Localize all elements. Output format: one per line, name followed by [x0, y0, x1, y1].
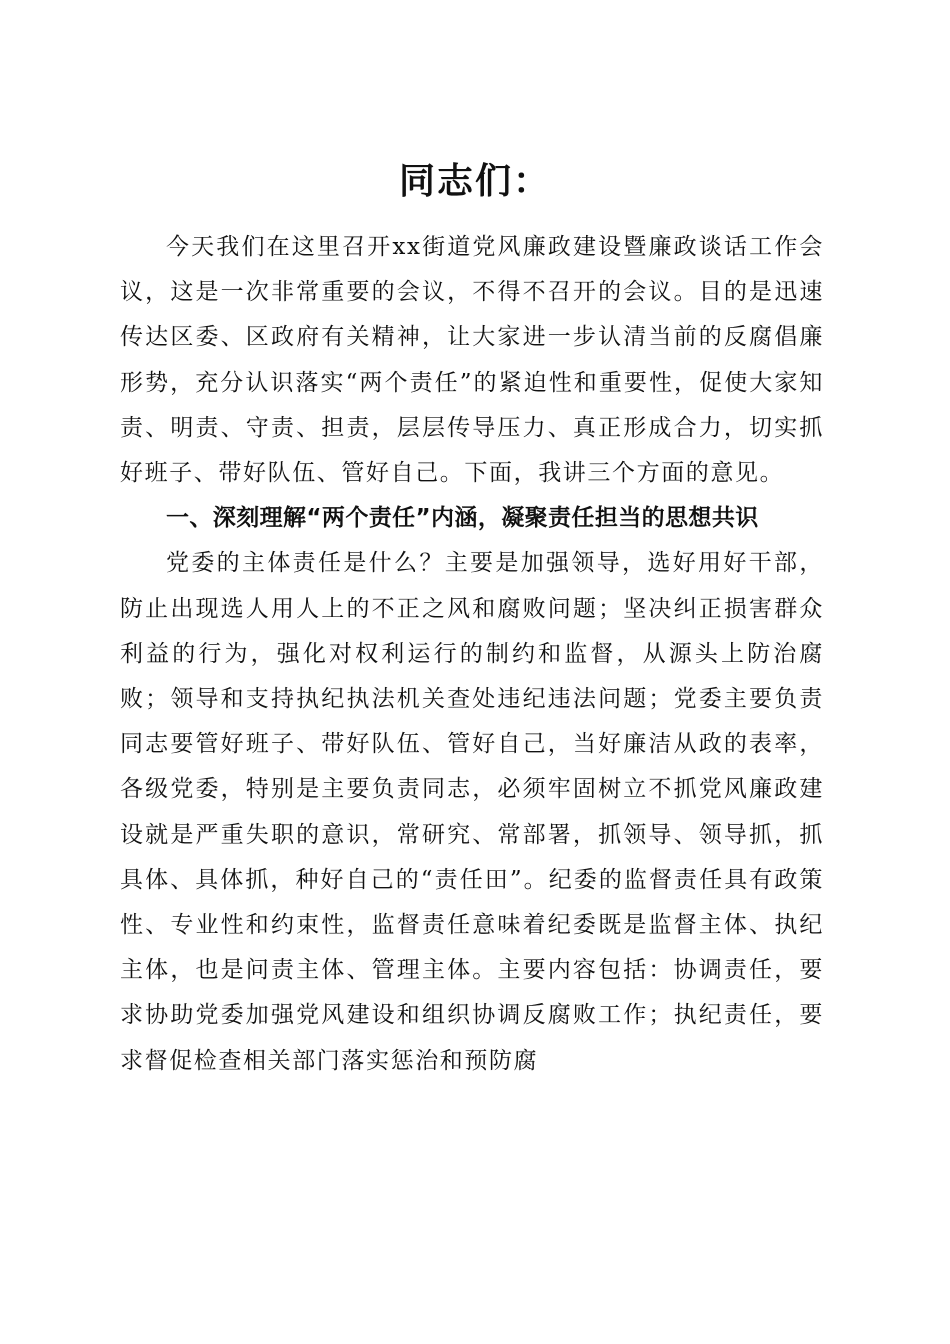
intro-paragraph: 今天我们在这里召开xx街道党风廉政建设暨廉政谈话工作会议，这是一次非常重要的会议，不得不召开的会议。目的是迅速传达区委、区政府有关精神，让大家进一步认清当前的反腐倡廉形势，充分认识落实“两个责任”的紧迫性和重要性，促使大家知责、明责、守责、担责，层层传导压力、真正形成合力，切实抓好班子、带好队伍、管好自己。下面，我讲三个方面的意见。 — [120, 234, 824, 487]
section-heading: 一、深刻理解“两个责任”内涵，凝聚责任担当的思想共识 — [166, 505, 759, 532]
section-paragraph: 党委的主体责任是什么？主要是加强领导，选好用好干部，防止出现选人用人上的不正之风和腐败问题；坚决纠正损害群众利益的行为，强化对权利运行的制约和监督，从源头上防治腐败；领导和支持执纪执法机关查处违纪违法问题；党委主要负责同志要管好班子、带好队伍、管好自己，当好廉洁从政的表率，各级党委，特别是主要负责同志，必须牢固树立不抓党风廉政建设就是严重失职的意识，常研究、常部署，抓领导、领导抓，抓具体、具体抓，种好自己的“责任田”。纪委的监督责任具有政策性、专业性和约束性，监督责任意味着纪委既是监督主体、执纪主体，也是问责主体、管理主体。主要内容包括：协调责任，要求协助党委加强党风建设和组织协调反腐败工作；执纪责任，要求督促检查相关部门落实惩治和预防腐 — [120, 550, 824, 1074]
document-body — [120, 225, 824, 1084]
page-title: 同志们： — [398, 161, 551, 203]
